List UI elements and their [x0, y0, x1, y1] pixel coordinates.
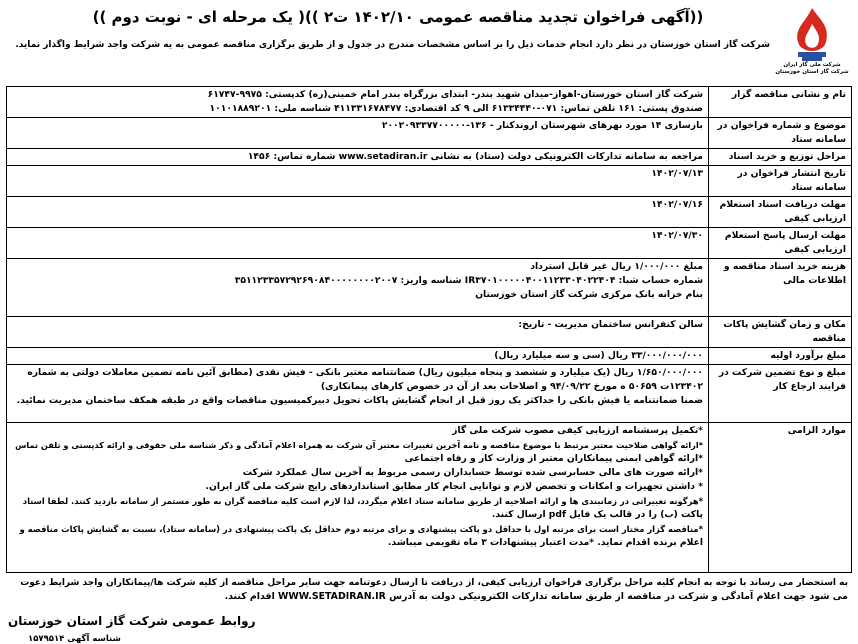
row-value-line: * داشتن تجهیزات و امکانات و تخصص لازم و توانایی انجام کار مطابق استانداردهای رایج شرکت ملی گاز ایران. [205, 481, 703, 492]
gas-flame-logo-icon [790, 6, 834, 62]
row-value-line: ۱/۶۵۰/۰۰۰/۰۰۰ ریال (یک میلیارد و ششصد و پنجاه میلیون ریال) ضمانتنامه معتبر بانکی - فیش نقدی (مطابق آئین نامه تضمین معاملات دولتی به شماره [27, 367, 703, 378]
row-label: نام و نشانی مناقصه گزار [709, 87, 852, 118]
table-row [7, 87, 852, 118]
row-value [7, 423, 709, 573]
row-value [7, 197, 709, 228]
logo-caption-2: شرکت گاز استان خوزستان [775, 69, 849, 75]
table-row [7, 118, 852, 149]
table-row [7, 365, 852, 423]
row-value-line: ۱۴۰۲/۰۷/۱۶ [651, 199, 703, 210]
row-value-line: *هرگونه تغییراتی در زمانبندی ها و ارائه اصلاحیه از طریق سامانه ستاد اعلام میگردد، لذا لازم است کلیه مناقصه گران به طور مستمر از سامانه بازدید کنند. لطفا اسناد [22, 496, 703, 506]
row-value-line: *ارائه گواهی صلاحیت معتبر مرتبط با موضوع مناقصه و نامه آخرین تغییرات معتبر آن شرکت به همراه اعلام آمادگی و ذکر شناسه ملی حقوقی و ارائه کدپستی و تلفن تماس [15, 440, 703, 450]
row-value-line: بازسازی ۱۴ مورد نهرهای شهرستان اروندکنار - ۱۳۶-۲۰۰۲۰۹۳۳۷۷۰۰۰۰۰ [381, 120, 703, 131]
row-value-line: *ارائه گواهی ایمنی پیمانکاران معتبر از وزارت کار و رفاه اجتماعی [404, 453, 703, 464]
row-value-line: شماره حساب شبا: IR۳۷۰۱۰۰۰۰۰۴۰۰۱۱۲۳۳۰۴۰۲۲۴۰۴ شناسه واریز: ۳۵۱۱۲۳۳۵۷۲۹۲۶۹۰۸۴۰۰۰۰۰۰۰۰۲۰۰۷ [234, 275, 703, 286]
row-value-line: *ارائه صورت های مالی حسابرسی شده توسط حسابداران رسمی مربوط به آخرین سال عملکرد شرکت [242, 467, 703, 478]
footer-line: به استحضار می رساند با توجه به انجام کلیه مراحل برگزاری فراخوان ارزیابی کیفی، از دریافت تا ارسال دعوتنامه جهت سایر مراحل مناقصه از کلیه شرکت ها/پیمانکاران واجد شرایط دعوت [20, 578, 848, 588]
row-value-line: صندوق پستی: ۱۶۱ تلفن تماس: ۰۷۱-۶۱۳۳۴۴۴۰ الی ۹ کد اقتصادی: ۴۱۱۳۳۱۶۷۸۴۷۷ شناسه ملی: ۱۰۱۰۱۸۸۹۲۰۱ [209, 103, 703, 114]
table-row [7, 149, 852, 166]
notice-title: ((آگهی فراخوان تجدید مناقصه عمومی ۱۴۰۲/۱۰ ت۲ ))( یک مرحله ای - نوبت دوم )) [92, 8, 704, 26]
table-row [7, 317, 852, 348]
row-value-line: ۳۳/۰۰۰/۰۰۰/۰۰۰ ریال (سی و سه میلیارد ریال) [494, 350, 703, 361]
row-value [7, 228, 709, 259]
footer-line: می شود جهت اعلام آمادگی و شرکت در مناقصه از طریق سامانه تدارکات الکترونیکی دولت به آدرس WWW.SETADIRAN.IR اقدام کنند. [224, 591, 848, 602]
row-value [7, 348, 709, 365]
row-label: مراحل توزیع و خرید اسناد [709, 149, 852, 166]
row-value [7, 166, 709, 197]
row-value [7, 118, 709, 149]
table-row [7, 423, 852, 573]
row-value-line: ۱۴۰۲/۰۷/۱۳ [651, 168, 703, 179]
notice-reference-id: شناسه آگهی ۱۵۷۹۵۱۴ [28, 634, 121, 644]
company-logo [774, 6, 850, 86]
tender-details-table [6, 86, 852, 573]
row-label: مبلغ و نوع تضمین شرکت در فرایند ارجاع کار [709, 365, 852, 423]
footer-notice [8, 576, 848, 604]
table-row [7, 228, 852, 259]
row-value-line: شرکت گاز استان خوزستان-اهواز-میدان شهید بندر- ابتدای بزرگراه بندر امام خمینی(ره) کدپستی: ۹۹۷۵-۶۱۷۴۷ [207, 89, 703, 100]
row-value-line: *مناقصه گزار مختار است برای مرتبه اول با حداقل دو پاکت پیشنهادی و برای مرتبه دوم حداقل یک پاکت پیشنهادی در (سامانه ستاد)، نسبت به گشایش پاکات مناقصه و [19, 524, 703, 534]
row-value [7, 365, 709, 423]
table-row [7, 259, 852, 317]
row-value [7, 149, 709, 166]
table-row [7, 166, 852, 197]
row-value-line: اعلام برنده اقدام نماید. *مدت اعتبار پیشنهادات ۳ ماه تقویمی میباشد. [387, 537, 703, 548]
row-label: موضوع و شماره فراخوان در سامانه ستاد [709, 118, 852, 149]
row-value [7, 317, 709, 348]
notice-intro: شرکت گاز استان خوزستان در نظر دارد انجام خدمات ذیل را بر اساس مشخصات مندرج در جدول و از طریق برگزاری مناقصه عمومی به یه شرکت واجد شرایط واگذار نماید. [15, 40, 770, 50]
public-relations-signature: روابط عمومی شرکت گاز استان خوزستان [8, 614, 256, 628]
table-row [7, 348, 852, 365]
row-value-line: مبلغ ۱/۰۰۰/۰۰۰ ریال غیر قابل استرداد [530, 261, 703, 272]
row-value-line: مراجعه به سامانه تدارکات الکترونیکی دولت (ستاد) به نشانی www.setadiran.ir شماره تماس: ۱۴۵۶ [247, 151, 703, 162]
row-label: مبلغ برآورد اولیه [709, 348, 852, 365]
row-label: مهلت دریافت اسناد استعلام ارزیابی کیفی [709, 197, 852, 228]
row-label: موارد الزامی [709, 423, 852, 573]
row-value-line: پاکت (ب) را در قالب یک فایل pdf ارسال کنند. [491, 509, 703, 520]
row-value-line: ضمنا ضمانتنامه یا فیش بانکی را حداکثر یک روز قبل از انجام گشایش پاکات تحویل دبیرکمیسیون مناقصات واقع در طبقه همکف ساختمان مدیریت نمائید. [16, 395, 703, 406]
row-label: مکان و زمان گشایش پاکات مناقصه [709, 317, 852, 348]
row-value [7, 87, 709, 118]
row-label: هزینه خرید اسناد مناقصه و اطلاعات مالی [709, 259, 852, 317]
table-row [7, 197, 852, 228]
logo-caption-1: شرکت ملی گاز ایران [783, 62, 841, 68]
row-value-line: ۱۴۰۲/۰۷/۳۰ [651, 230, 703, 241]
row-value-line: بنام خزانه بانک مرکزی شرکت گاز استان خوزستان [475, 289, 703, 300]
row-label: تاریخ انتشار فراخوان در سامانه ستاد [709, 166, 852, 197]
row-value-line: سالن کنفرانس ساختمان مدیریت - تاریخ: [518, 319, 703, 330]
row-label: مهلت ارسال پاسخ استعلام ارزیابی کیفی [709, 228, 852, 259]
row-value-line: *تکمیل پرسشنامه ارزیابی کیفی مصوب شرکت ملی گاز [452, 425, 703, 436]
row-value-line: ۱۲۳۴۰۲ت ۵۰۶۵۹ ه مورخ ۹۴/۰۹/۲۲ و اصلاحات بعد از آن در خصوص کارهای پیمانکاری) [320, 381, 703, 392]
row-value [7, 259, 709, 317]
